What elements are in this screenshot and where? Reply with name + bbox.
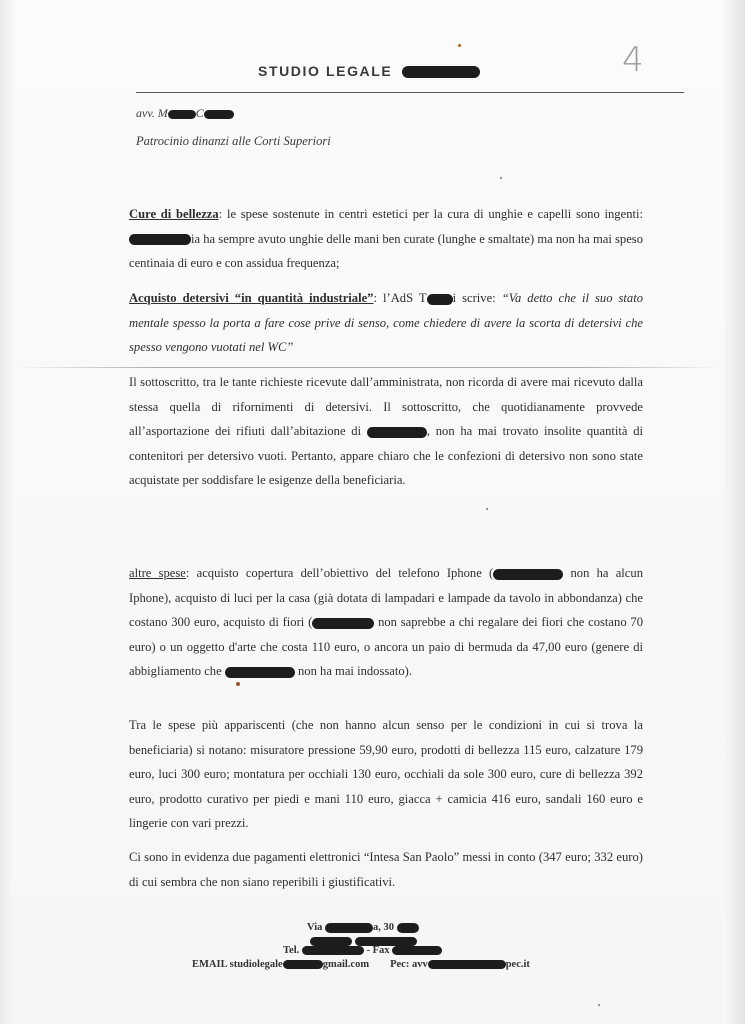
paragraph-notable-expenses: Tra le spese più appariscenti (che non hanno alcun senso per le condizioni in cui si trova la beneficiaria) si notano: misuratore pressione 59,90 euro, prodotti di bellezza 115 euro, calzature 179 euro, luci 300 euro; montatura per occhiali 130 euro, occhiali da sole 300 euro, cure di bellezza 392 euro, prodotto curativo per piedi e mani 110 euro, giacca + camicia 416 euro, sandali 160 euro e lingerie con vari prezzi. (129, 718, 643, 830)
redaction-mark (168, 110, 196, 119)
redaction-mark (428, 960, 506, 969)
redaction-mark (129, 234, 191, 245)
scan-speck (236, 682, 240, 686)
lawyer-name: avv. M C (136, 106, 234, 121)
redaction-mark (402, 66, 480, 78)
scan-speck (598, 1004, 600, 1006)
redaction-mark (392, 946, 442, 955)
paragraph-beauty-care: Cure di bellezza: le spese sostenute in centri estetici per la cura di unghie e capelli sono ingenti: ia ha sempre avuto unghie delle mani ben curate (lunghe e smaltate) ma non ha mai speso centinaia di euro e con assidua frequenza; (129, 207, 643, 270)
redaction-mark (367, 427, 427, 438)
scan-speck (486, 508, 488, 510)
letterhead-title (258, 63, 480, 79)
footer-email-pec: EMAIL studiolegale gmail.com Pec: avv pec.it (192, 959, 530, 970)
redaction-mark (325, 923, 373, 933)
quoted-text: “Va detto che il suo stato mentale spesso la porta a fare cose prive di senso, come chiedere di avere la scorta di detersivi che spesso vengono vuotati nel WC” (129, 291, 644, 354)
paragraph-detergents: Acquisto detersivi “in quantità industriale”: l’AdS T i scrive: “Va detto che il suo stato mentale spesso la porta a fare cose prive di senso, come chiedere di avere la scorta di detersivi che spesso vengono vuotati nel WC” (129, 291, 644, 354)
footer-phone-fax: Tel. - Fax (283, 945, 442, 956)
redaction-mark (204, 110, 234, 119)
paragraph-heading: Cure di bellezza (129, 207, 219, 221)
redaction-mark (493, 569, 563, 580)
handwritten-page-number: 4 (622, 40, 644, 80)
scan-speck (458, 44, 461, 47)
redaction-mark (312, 618, 374, 629)
firm-name: STUDIO LEGALE (258, 63, 393, 79)
redaction-mark (283, 960, 323, 969)
redaction-mark (397, 923, 419, 933)
redaction-mark (302, 946, 364, 955)
scan-fold-line (14, 367, 724, 368)
page-edge-right (723, 0, 745, 1024)
redaction-mark (427, 294, 453, 305)
paragraph-other-expenses: altre spese: acquisto copertura dell’obiettivo del telefono Iphone ( non ha alcun Iphone), acquisto di luci per la casa (già dotata di lampadari e lampade da tavolo in abbondanza) che costano 300 euro, acquisto di fiori ( non saprebbe a chi regalare dei fiori che costano 70 euro) o un oggetto d'arte che costa 110 euro, o ancora un paio di bermuda da 47,00 euro (genere di abbigliamento che non ha mai indossato). (129, 566, 643, 678)
paragraph-electronic-payments: Ci sono in evidenza due pagamenti elettronici “Intesa San Paolo” messi in conto (347 euro; 332 euro) di cui sembra che non siano reperibili i giustificativi. (129, 850, 643, 889)
paragraph-heading: Acquisto detersivi “in quantità industriale” (129, 291, 374, 305)
lawyer-title: Patrocinio dinanzi alle Corti Superiori (136, 134, 331, 148)
redaction-mark (225, 667, 295, 678)
page-edge-left (0, 0, 14, 1024)
letterhead-rule (136, 92, 684, 93)
paragraph-heading: altre spese (129, 566, 186, 580)
footer-address: Via a, 30 (307, 922, 419, 933)
paragraph-undersigned: Il sottoscritto, tra le tante richieste ricevute dall’amministrata, non ricorda di avere mai ricevuto dalla stessa quella di rifornimenti di detersivi. Il sottoscritto, che quotidianamente provvede all’asportazione dei rifiuti dall’abitazione di , non ha mai trovato insolite quantità di contenitori per detersivo vuoti. Pertanto, appare chiaro che le confezioni di detersivo non sono state acquistate per soddisfare le esigenze della beneficiaria. (129, 375, 643, 487)
scan-speck (500, 177, 502, 179)
